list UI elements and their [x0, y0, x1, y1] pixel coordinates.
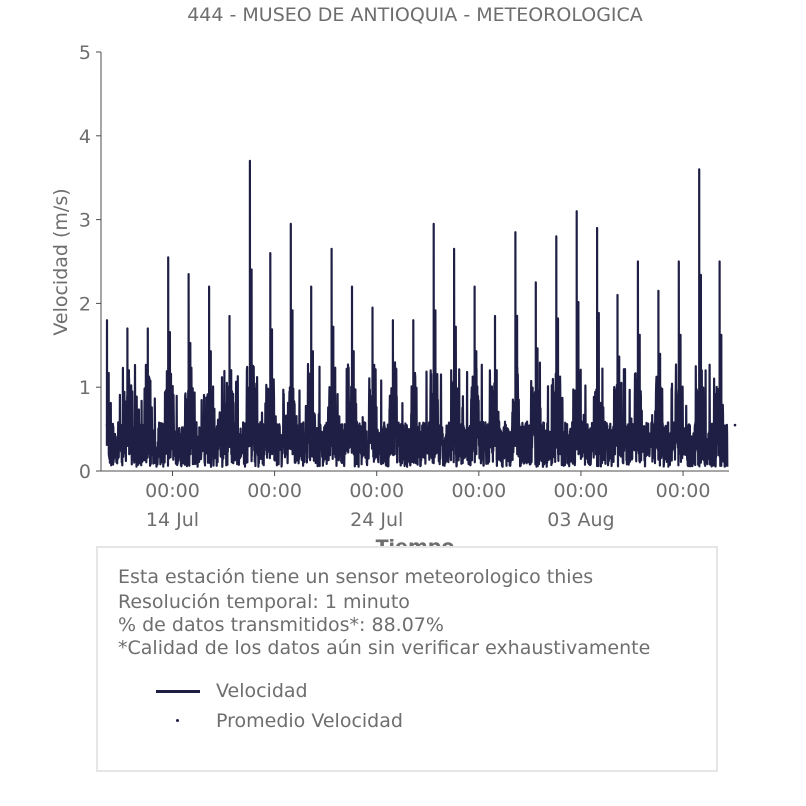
legend-line-swatch	[156, 690, 200, 693]
x-tick-time-label: 00:00	[655, 480, 711, 502]
plot-area	[106, 161, 737, 467]
x-tick-date-label: 14 Jul	[145, 509, 200, 531]
info-resolution: Resolución temporal: 1 minuto	[118, 591, 410, 613]
y-tick-label: 0	[78, 461, 91, 483]
legend-label-velocidad: Velocidad	[216, 680, 308, 702]
y-axis-label: Velocidad (m/s)	[50, 188, 72, 336]
y-tick-label: 1	[78, 377, 91, 400]
x-tick-date-label: 24 Jul	[350, 509, 404, 531]
promedio-point	[734, 424, 737, 427]
x-tick-time-label: 00:00	[553, 480, 609, 502]
info-sensor: Esta estación tiene un sensor meteorologico thies	[118, 566, 594, 588]
chart-title: 444 - MUSEO DE ANTIOQUIA - METEOROLOGICA	[187, 4, 643, 26]
legend-dot-swatch	[176, 719, 179, 722]
x-tick-time-label: 00:00	[349, 480, 405, 502]
x-tick-time-label: 00:00	[145, 480, 200, 502]
info-transmitted: % de datos transmitidos*: 88.07%	[118, 614, 444, 636]
legend-label-promedio: Promedio Velocidad	[216, 710, 403, 732]
promedio-point	[106, 424, 109, 427]
y-tick-label: 3	[78, 209, 91, 232]
info-quality-note: *Calidad de los datos aún sin verificar exhaustivamente	[118, 637, 651, 659]
y-tick-label: 4	[78, 125, 91, 148]
x-tick-date-label: 03 Aug	[547, 509, 615, 531]
x-tick-time-label: 00:00	[451, 480, 507, 502]
x-tick-time-label: 00:00	[247, 480, 302, 502]
y-tick-label: 5	[78, 42, 91, 64]
y-tick-label: 2	[78, 293, 91, 316]
series-velocidad-line	[107, 161, 727, 467]
info-box	[96, 546, 718, 772]
